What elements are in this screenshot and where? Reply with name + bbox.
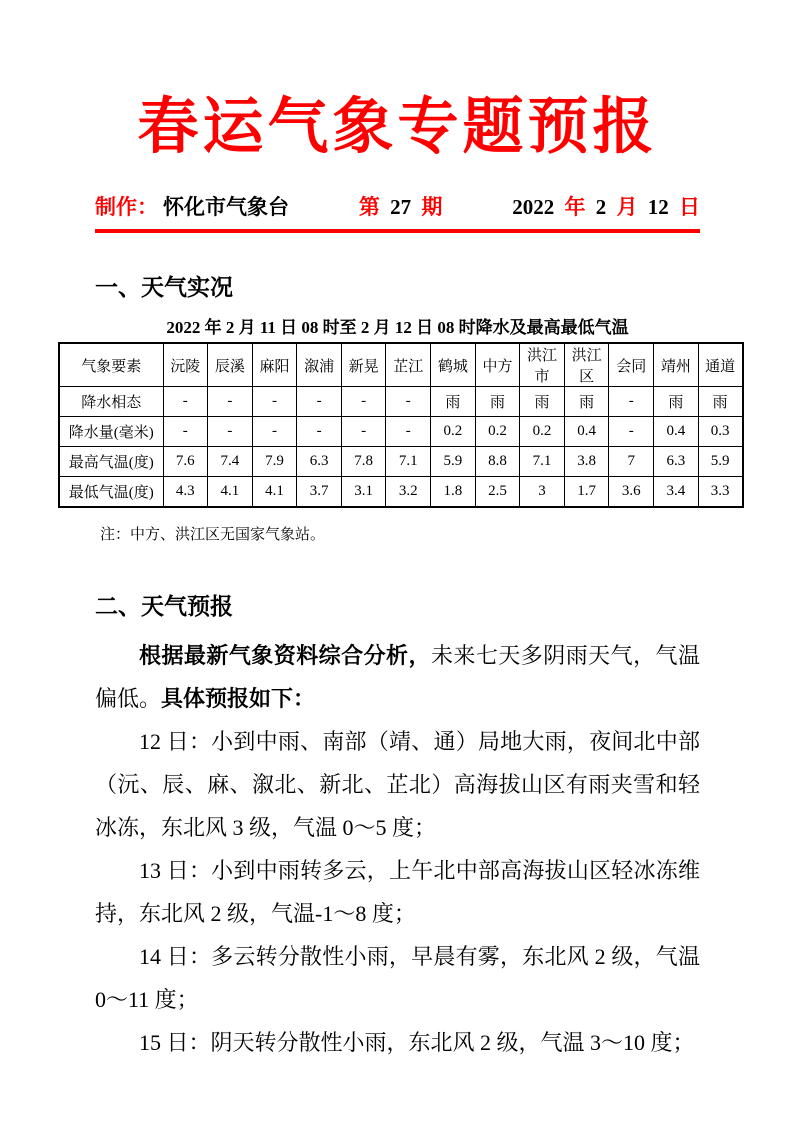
- table-cell: 雨: [520, 387, 565, 417]
- table-footnote: 注：中方、洪江区无国家气象站。: [100, 527, 326, 544]
- weather-table-title: 2022 年 2 月 11 日 08 时至 2 月 12 日 08 时降水及最高最低气温: [166, 318, 629, 338]
- table-cell: 7.9: [252, 447, 297, 477]
- table-header-cell: 通道: [698, 343, 743, 387]
- table-header-cell: 沅陵: [163, 343, 208, 387]
- section-heading-forecast: 二、天气预报: [95, 594, 233, 620]
- table-cell: 8.8: [475, 447, 520, 477]
- table-header-cell: 溆浦: [297, 343, 342, 387]
- table-cell: -: [386, 387, 431, 417]
- table-cell: 3.2: [386, 477, 431, 508]
- table-cell: 雨: [431, 387, 476, 417]
- table-cell: 7.8: [341, 447, 386, 477]
- table-header-cell: 气象要素: [59, 343, 163, 387]
- producer-field: [95, 194, 289, 221]
- masthead-divider-rule: [95, 229, 700, 233]
- table-cell: 5.9: [431, 447, 476, 477]
- table-row-precip-phase: [59, 387, 743, 417]
- table-cell: 0.2: [431, 417, 476, 447]
- table-cell: 0.2: [475, 417, 520, 447]
- table-cell: 6.3: [654, 447, 699, 477]
- table-cell: 2.5: [475, 477, 520, 508]
- issue-number: 27: [390, 195, 412, 220]
- table-cell: 雨: [698, 387, 743, 417]
- section-heading-weather-actual: 一、天气实况: [95, 274, 233, 300]
- table-cell: 6.3: [297, 447, 342, 477]
- table-cell: -: [163, 387, 208, 417]
- table-cell: 3.6: [609, 477, 654, 508]
- forecast-body: [95, 634, 700, 1064]
- date-day-unit: 日: [679, 195, 700, 220]
- table-cell: 5.9: [698, 447, 743, 477]
- table-cell: -: [252, 417, 297, 447]
- table-header-cell: 新晃: [341, 343, 386, 387]
- table-row-precip-amount: [59, 417, 743, 447]
- table-header-cell: 中方: [475, 343, 520, 387]
- table-header-cell: 辰溪: [208, 343, 253, 387]
- table-row-max-temp: [59, 447, 743, 477]
- table-cell: 7.1: [386, 447, 431, 477]
- table-cell: 3.4: [654, 477, 699, 508]
- table-cell: 降水相态: [59, 387, 163, 417]
- table-cell: 1.8: [431, 477, 476, 508]
- date-month-unit: 月: [616, 195, 638, 220]
- masthead-meta-row: [95, 194, 700, 221]
- table-cell: 3.3: [698, 477, 743, 508]
- table-cell: 3: [520, 477, 565, 508]
- table-cell: -: [609, 417, 654, 447]
- table-cell: 4.1: [252, 477, 297, 508]
- table-cell: -: [297, 417, 342, 447]
- date-month: 2: [595, 195, 607, 220]
- table-header-cell: 洪江市: [520, 343, 565, 387]
- table-cell: -: [609, 387, 654, 417]
- table-cell: 0.4: [564, 417, 609, 447]
- table-cell: 雨: [654, 387, 699, 417]
- table-header-cell: 靖州: [654, 343, 699, 387]
- table-cell: -: [208, 417, 253, 447]
- producer-name: 怀化市气象台: [163, 195, 289, 220]
- table-cell: -: [297, 387, 342, 417]
- table-cell: -: [341, 387, 386, 417]
- issue-suffix: 期: [421, 195, 443, 220]
- table-cell: 3.1: [341, 477, 386, 508]
- table-header-cell: 洪江区: [564, 343, 609, 387]
- table-cell: 雨: [564, 387, 609, 417]
- table-header-cell: 会同: [609, 343, 654, 387]
- document-title: 春运气象专题预报: [137, 94, 658, 161]
- issue-date-field: [512, 194, 700, 221]
- table-cell: 雨: [475, 387, 520, 417]
- table-cell: 0.4: [654, 417, 699, 447]
- date-day: 12: [647, 195, 669, 220]
- forecast-intro-bold-lead: 根据最新气象资料综合分析，: [139, 643, 431, 669]
- table-cell: -: [252, 387, 297, 417]
- table-cell: 7.1: [520, 447, 565, 477]
- table-cell: -: [208, 387, 253, 417]
- table-cell: 4.1: [208, 477, 253, 508]
- forecast-day-paragraph: 12 日：小到中雨、南部（靖、通）局地大雨，夜间北中部（沅、辰、麻、溆北、新北、芷北）高海拔山区有雨夹雪和轻冰冻，东北风 3 级，气温 0～5 度；: [95, 729, 700, 841]
- table-cell: 0.3: [698, 417, 743, 447]
- table-cell: 4.3: [163, 477, 208, 508]
- table-header-row: [59, 343, 743, 387]
- forecast-intro-paragraph: [95, 634, 700, 720]
- table-cell: 最高气温(度): [59, 447, 163, 477]
- date-year-unit: 年: [564, 195, 586, 220]
- table-cell: 3.7: [297, 477, 342, 508]
- table-cell: 1.7: [564, 477, 609, 508]
- table-cell: 7.4: [208, 447, 253, 477]
- issue-prefix: 第: [358, 195, 380, 220]
- issue-number-field: [359, 194, 443, 221]
- weather-observation-table: [58, 342, 744, 508]
- table-cell: -: [163, 417, 208, 447]
- table-cell: 0.2: [520, 417, 565, 447]
- table-cell: 3.8: [564, 447, 609, 477]
- table-row-min-temp: [59, 477, 743, 508]
- table-cell: -: [386, 417, 431, 447]
- forecast-intro-regular: 未来七天多阴雨天气，气温偏低。: [95, 643, 700, 712]
- table-header-cell: 麻阳: [252, 343, 297, 387]
- table-header-cell: 芷江: [386, 343, 431, 387]
- table-cell: 降水量(毫米): [59, 417, 163, 447]
- producer-label: 制作：: [95, 195, 158, 220]
- table-cell: 最低气温(度): [59, 477, 163, 508]
- forecast-intro-bold-tail: 具体预报如下：: [161, 686, 316, 712]
- table-cell: -: [341, 417, 386, 447]
- table-header-cell: 鹤城: [431, 343, 476, 387]
- date-year: 2022: [512, 195, 555, 220]
- forecast-day-paragraph: 14 日：多云转分散性小雨，早晨有雾，东北风 2 级，气温 0～11 度；: [95, 944, 700, 1013]
- forecast-day-paragraph: 13 日：小到中雨转多云，上午北中部高海拔山区轻冰冻维持，东北风 2 级，气温-1～8 度；: [95, 858, 700, 927]
- forecast-day-paragraph: 15 日：阴天转分散性小雨，东北风 2 级，气温 3～10 度；: [139, 1030, 695, 1056]
- table-cell: 7: [609, 447, 654, 477]
- table-cell: 7.6: [163, 447, 208, 477]
